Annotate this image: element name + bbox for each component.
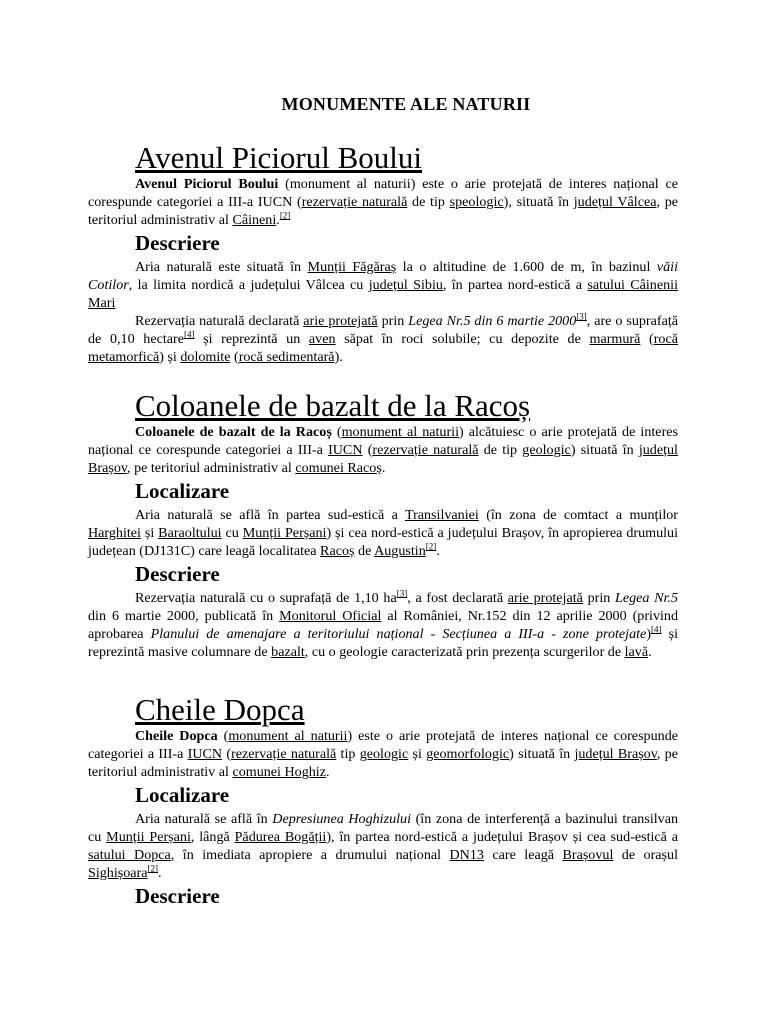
subheading-localizare: Localizare: [135, 479, 230, 503]
link-harghitei[interactable]: Harghitei: [88, 525, 141, 541]
footnote-ref[interactable]: [2]: [279, 210, 291, 221]
link-judetul-sibiu[interactable]: județul Sibiu: [368, 277, 443, 293]
link-roca-sedimentara[interactable]: rocă sedimentară: [238, 349, 335, 365]
link-monitorul-oficial[interactable]: Monitorul Oficial: [279, 608, 382, 624]
section-heading: Avenul Piciorul Boului: [135, 140, 423, 175]
section-intro-paragraph: Coloanele de bazalt de la Racoș (monument al naturii) alcătuiesc o arie protejată de interes național ce corespunde categoriei a III-a IUCN (rezervație naturală de tip geologic) situată în județul Brașov, pe teritoriul administrativ al comunei Racoș.: [88, 424, 678, 476]
link-judetul-brasov[interactable]: județul Brașov: [574, 746, 657, 762]
footnote-ref[interactable]: [2]: [425, 541, 437, 552]
link-baraoltului[interactable]: Baraoltului: [158, 525, 222, 541]
link-racos[interactable]: Racoș: [320, 543, 355, 559]
link-speologic[interactable]: speologic: [449, 194, 504, 210]
link-aven[interactable]: aven: [308, 331, 336, 347]
link-rezervatie-naturala[interactable]: rezervație naturală: [231, 746, 337, 762]
paragraph: Aria naturală este situată în Munții Făgăraș la o altitudine de 1.600 de m, în bazinul văii Cotilor, la limita nordică a județului Vâlcea cu județul Sibiu, în partea nord-estică a satului Câinenii Mari: [88, 259, 678, 311]
link-iucn[interactable]: IUCN: [328, 442, 363, 458]
document-title: MONUMENTE ALE NATURII: [281, 94, 531, 114]
section-intro-paragraph: Avenul Piciorul Boului (monument al naturii) este o arie protejată de interes național ce corespunde categoriei a III-a IUCN (rezervație naturală de tip speologic), situată în județul Vâlcea, pe teritoriul administrativ al Câineni.[2]: [88, 176, 678, 228]
link-arie-protejata[interactable]: arie protejată: [303, 313, 378, 329]
link-judetul-valcea[interactable]: județul Vâlcea: [573, 194, 657, 210]
footnote-ref[interactable]: [4]: [183, 329, 195, 340]
footnote-ref[interactable]: [2]: [147, 863, 158, 874]
link-marmura[interactable]: marmură: [589, 331, 641, 347]
paragraph: Rezervația naturală declarată arie protejată prin Legea Nr.5 din 6 martie 2000[3], are o suprafață de 0,10 hectare[4] și reprezintă un aven săpat în roci solubile; cu depozite de marmură (rocă metamorfică) și dolomite (rocă sedimentară).: [88, 311, 679, 365]
link-augustin[interactable]: Augustin: [374, 543, 426, 559]
footnote-ref[interactable]: [3]: [396, 588, 408, 599]
bold-term: Coloanele de bazalt de la Racoș: [135, 424, 332, 440]
link-geologic[interactable]: geologic: [522, 442, 571, 458]
bold-term: Cheile Dopca: [135, 728, 218, 744]
link-geomorfologic[interactable]: geomorfologic: [426, 746, 510, 762]
link-rezervatie-naturala[interactable]: rezervație naturală: [372, 442, 479, 458]
link-comunei-racos[interactable]: comunei Racoș: [295, 460, 382, 476]
link-dolomite[interactable]: dolomite: [180, 349, 231, 365]
link-bazalt[interactable]: bazalt: [271, 644, 305, 660]
link-arie-protejata[interactable]: arie protejată: [507, 590, 583, 606]
link-rezervatie-naturala[interactable]: rezervație naturală: [301, 194, 408, 210]
link-muntii-fagaras[interactable]: Munții Făgăraș: [307, 259, 397, 275]
footnote-ref[interactable]: [4]: [651, 624, 662, 635]
link-satului-dopca[interactable]: satului Dopca: [88, 847, 171, 863]
link-geologic[interactable]: geologic: [359, 746, 409, 762]
subheading-descriere: Descriere: [135, 562, 220, 586]
section-intro-paragraph: Cheile Dopca (monument al naturii) este o arie protejată de interes național ce corespunde categoriei a III-a IUCN (rezervație naturală tip geologic și geomorfologic) situată în județul Brașov, pe teritoriul administrativ al comunei Hoghiz.: [88, 728, 678, 780]
link-judetul-brasov[interactable]: județul Brașov: [88, 442, 678, 476]
subheading-descriere: Descriere: [135, 884, 220, 908]
link-roca-metamorfica[interactable]: rocă metamorfică: [88, 331, 678, 365]
section-avenul-piciorul-boului: [88, 140, 678, 366]
link-muntii-persani[interactable]: Munții Perșani: [106, 829, 191, 845]
paragraph: Aria naturală se află în partea sud-estică a Transilvaniei (în zona de comtact a munților Harghitei și Baraoltului cu Munții Perșani) și cea nord-estică a județului Brașov, în apropierea drumului județean (DJ131C) care leagă localitatea Racoș de Augustin[2].: [88, 507, 679, 559]
section-heading: Cheile Dopca: [135, 692, 305, 727]
footnote-ref[interactable]: [3]: [576, 311, 587, 322]
link-caineni[interactable]: Câineni: [232, 212, 277, 228]
link-monument-al-naturii[interactable]: monument al naturii: [228, 728, 348, 744]
section-cheile-dopca: [88, 692, 678, 911]
link-comunei-hoghiz[interactable]: comunei Hoghiz: [232, 764, 326, 780]
link-lava[interactable]: lavă: [624, 644, 649, 660]
link-sighisoara[interactable]: Sighișoara: [88, 865, 148, 881]
bold-term: Avenul Piciorul Boului: [135, 176, 279, 192]
subheading-descriere: Descriere: [135, 231, 220, 255]
section-coloanele-de-bazalt: [88, 388, 678, 661]
link-brasovul[interactable]: Brașovul: [562, 847, 614, 863]
link-iucn[interactable]: IUCN: [187, 746, 223, 762]
link-satului-cainenii-mari[interactable]: satului Câinenii Mari: [88, 277, 678, 311]
link-transilvaniei[interactable]: Transilvaniei: [404, 507, 479, 523]
paragraph: Rezervația naturală cu o suprafață de 1,10 ha[3], a fost declarată arie protejată prin Legea Nr.5 din 6 martie 2000, publicată în Monitorul Oficial al României, Nr.152 din 12 aprilie 2000 (privind aprobarea Planului de amenajare a teritoriului național - Secțiunea a III-a - zone protejate)[4] și reprezintă masive columnare de bazalt, cu o geologie caracterizată prin prezența scurgerilor de lavă.: [88, 588, 679, 660]
subheading-localizare: Localizare: [135, 783, 230, 807]
link-padurea-bogatii[interactable]: Pădurea Bogății: [234, 829, 327, 845]
paragraph: Aria naturală se află în Depresiunea Hoghizului (în zona de interferență a bazinului transilvan cu Munții Perșani, lângă Pădurea Bogății), în partea nord-estică a județului Brașov și cea sud-estică a satului Dopca, în imediata apropiere a drumului național DN13 care leagă Brașovul de orașul Sighișoara[2].: [88, 811, 679, 881]
link-monument-al-naturii[interactable]: monument al naturii: [341, 424, 459, 440]
link-dn13[interactable]: DN13: [449, 847, 484, 863]
section-heading: Coloanele de bazalt de la Racoș: [135, 388, 531, 423]
link-muntii-persani[interactable]: Munții Perșani: [242, 525, 327, 541]
